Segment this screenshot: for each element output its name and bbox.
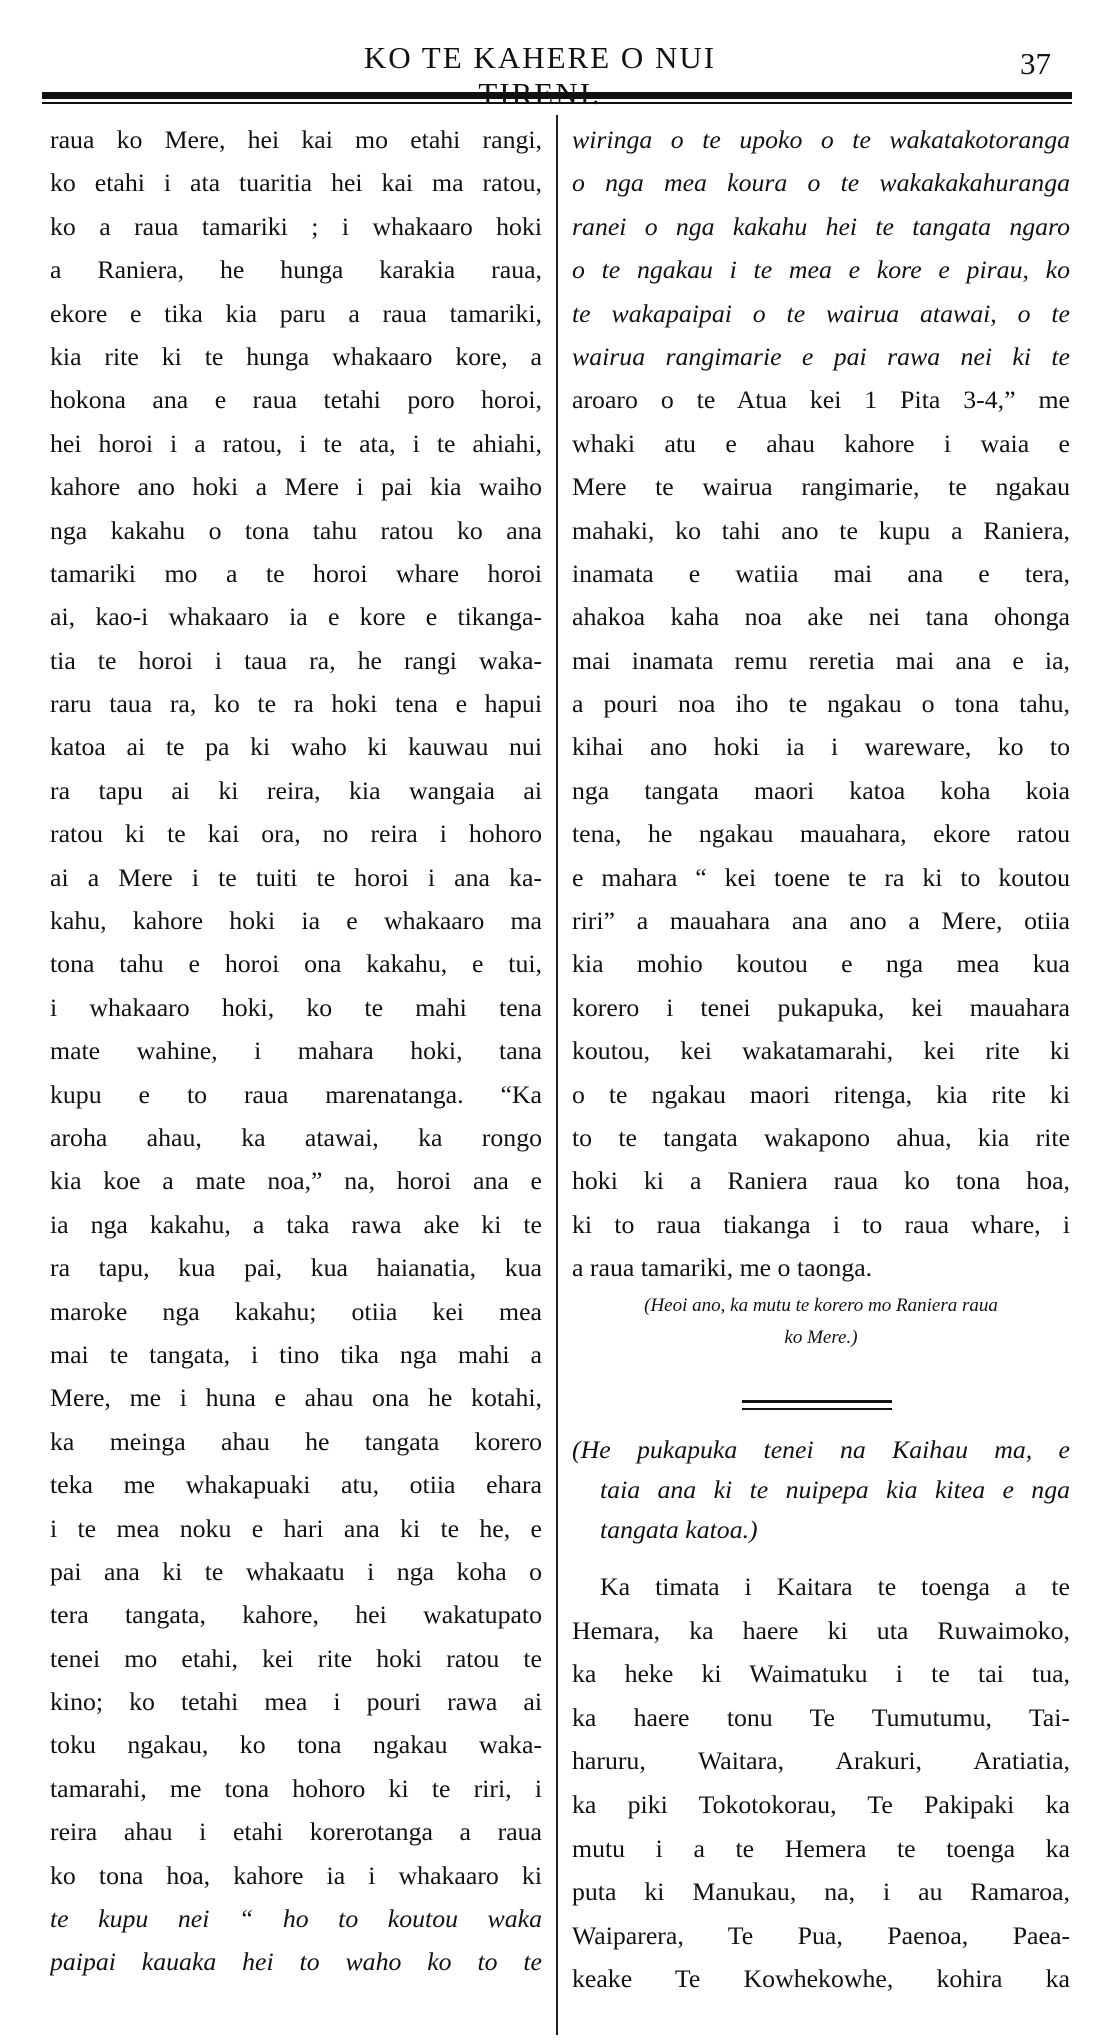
text-line: tamariki mo a te horoi whare horoi (50, 558, 542, 588)
text-line: ahakoa kaha noa ake nei tana ohonga (572, 602, 1070, 632)
text-line: hoki ki a Raniera raua ko tona hoa, (572, 1166, 1070, 1196)
text-line: Waiparera, Te Pua, Paenoa, Paea- (572, 1920, 1070, 1950)
text-line: ia nga kakahu, a taka rawa ake ki te (50, 1209, 542, 1239)
text-line: te kupu nei “ ho to koutou waka (50, 1904, 542, 1934)
text-line: kihai ano hoki ia i wareware, ko to (572, 732, 1070, 762)
preface-line: (He pukapuka tenei na Kaihau ma, e (572, 1435, 1070, 1464)
text-line: aroaro o te Atua kei 1 Pita 3-4,” me (572, 385, 1070, 415)
text-line: ko a raua tamariki ; i whakaaro hoki (50, 211, 542, 241)
text-line: katoa ai te pa ki waho ki kauwau nui (50, 732, 542, 762)
text-line: ka haere tonu Te Tumutumu, Tai- (572, 1702, 1070, 1732)
text-line: puta ki Manukau, na, i au Ramaroa, (572, 1877, 1070, 1907)
text-line: Hemara, ka haere ki uta Ruwaimoko, (572, 1615, 1070, 1645)
text-line: kia koe a mate noa,” na, horoi ana e (50, 1166, 542, 1196)
editor-note (572, 1290, 1070, 1354)
text-line: ki to raua tiakanga i to raua whare, i (572, 1209, 1070, 1239)
page-number: 37 (1020, 46, 1051, 81)
text-line: e mahara “ kei toene te ra ki to koutou (572, 862, 1070, 892)
text-line: ko tona hoa, kahore ia i whakaaro ki (50, 1860, 542, 1890)
text-line: mate wahine, i mahara hoki, tana (50, 1036, 542, 1066)
text-line: Mere, me i huna e ahau ona he kotahi, (50, 1383, 542, 1413)
text-line: a raua tamariki, me o taonga. (572, 1253, 873, 1283)
text-line: kia mohio koutou e nga mea kua (572, 949, 1070, 979)
text-line: ra tapu, kua pai, kua haianatia, kua (50, 1253, 542, 1283)
text-line: nga tangata maori katoa koha koia (572, 775, 1070, 805)
text-line: kahu, kahore hoki ia e whakaaro ma (50, 906, 542, 936)
text-line: keake Te Kowhekowhe, kohira ka (572, 1964, 1070, 1994)
text-line: mai te tangata, i tino tika nga mahi a (50, 1339, 542, 1369)
column-divider (556, 115, 558, 2035)
text-line: paipai kauaka hei to waho ko to te (50, 1947, 542, 1977)
text-line: ratou ki te kai ora, no reira i hohoro (50, 819, 542, 849)
text-line: Ka timata i Kaitara te toenga a te (600, 1572, 1070, 1601)
text-line: tenei mo etahi, kei rite hoki ratou te (50, 1643, 542, 1673)
text-line: ka meinga ahau he tangata korero (50, 1426, 542, 1456)
text-line: tera tangata, kahore, hei wakatupato (50, 1600, 542, 1630)
text-line: ekore e tika kia paru a raua tamariki, (50, 298, 542, 328)
text-line: ka piki Tokotokorau, Te Pakipaki ka (572, 1789, 1070, 1819)
text-line: whaki atu e ahau kahore i waia e (572, 428, 1070, 458)
text-line: i whakaaro hoki, ko te mahi tena (50, 992, 542, 1022)
running-title: KO TE KAHERE O NUI (363, 40, 717, 75)
text-line: tia te horoi i taua ra, he rangi waka- (50, 645, 542, 675)
text-line: kino; ko tetahi mea i pouri rawa ai (50, 1687, 542, 1717)
text-line: koutou, kei wakatamarahi, kei rite ki (572, 1036, 1070, 1066)
left-column (50, 118, 542, 1984)
text-line: ra tapu ai ki reira, kia wangaia ai (50, 775, 542, 805)
text-line: riri” a mauahara ana ano a Mere, otiia (572, 906, 1070, 936)
text-line: inamata e watiia mai ana e tera, (572, 558, 1070, 588)
right-column (572, 118, 1070, 1290)
text-line: ko etahi i ata tuaritia hei kai ma ratou, (50, 168, 542, 198)
text-line: tona tahu e horoi ona kakahu, e tui, (50, 949, 542, 979)
text-line: pai ana ki te whakaatu i nga koha o (50, 1556, 542, 1586)
text-line: to te tangata wakapono ahua, kia rite (572, 1122, 1070, 1152)
header-rule-thick (42, 92, 1072, 99)
text-line: nga kakahu o tona tahu ratou ko ana (50, 515, 542, 545)
section-separator (742, 1400, 892, 1403)
text-line: tamarahi, me tona hohoro ki te riri, i (50, 1773, 542, 1803)
text-line: tena, he ngakau mauahara, ekore ratou (572, 819, 1070, 849)
text-line: mahaki, ko tahi ano te kupu a Raniera, (572, 515, 1070, 545)
text-line: kia rite ki te hunga whakaaro kore, a (50, 341, 542, 371)
text-line: o te ngakau i te mea e kore e pirau, ko (572, 255, 1070, 285)
text-line: Mere te wairua rangimarie, te ngakau (572, 472, 1070, 502)
text-line: i te mea noku e hari ana ki te he, e (50, 1513, 542, 1543)
text-line: hokona ana e raua tetahi poro horoi, (50, 385, 542, 415)
text-line: aroha ahau, ka atawai, ka rongo (50, 1122, 542, 1152)
preface-line: taia ana ki te nuipepa kia kitea e nga (600, 1475, 1070, 1504)
section-separator (742, 1408, 892, 1410)
text-line: teka me whakapuaki atu, otiia ehara (50, 1470, 542, 1500)
text-line: raua ko Mere, hei kai mo etahi rangi, (50, 125, 542, 154)
text-line: korero i tenei pukapuka, kei mauahara (572, 992, 1070, 1022)
text-line: ka heke ki Waimatuku i te tai tua, (572, 1659, 1070, 1689)
header-rule-thin (42, 102, 1072, 104)
text-line: a pouri noa iho te ngakau o tona tahu, (572, 689, 1070, 719)
text-line: raru taua ra, ko te ra hoki tena e hapui (50, 689, 542, 719)
text-line: maroke nga kakahu; otiia kei mea (50, 1296, 542, 1326)
text-line: kahore ano hoki a Mere i pai kia waiho (50, 472, 542, 502)
text-line: haruru, Waitara, Arakuri, Aratiatia, (572, 1746, 1070, 1776)
page-header (0, 0, 1114, 100)
text-line: o te ngakau maori ritenga, kia rite ki (572, 1079, 1070, 1109)
text-line: wairua rangimarie e pai rawa nei ki te (572, 341, 1070, 371)
text-line: a Raniera, he hunga karakia raua, (50, 255, 542, 285)
text-line: hei horoi i a ratou, i te ata, i te ahiahi, (50, 428, 542, 458)
text-line: toku ngakau, ko tona ngakau waka- (50, 1730, 542, 1760)
text-line: o nga mea koura o te wakakakahuranga (572, 168, 1070, 198)
text-line: ranei o nga kakahu hei te tangata ngaro (572, 211, 1070, 241)
text-line: mai inamata remu reretia mai ana e ia, (572, 645, 1070, 675)
preface-note (572, 1430, 1070, 1550)
editor-note-line: ko Mere.) (784, 1327, 858, 1348)
preface-line: tangata katoa.) (600, 1515, 758, 1544)
text-line: wiringa o te upoko o te wakatakotoranga (572, 125, 1070, 154)
text-line: ai, kao-i whakaaro ia e kore e tikanga- (50, 602, 542, 632)
text-line: te wakapaipai o te wairua atawai, o te (572, 298, 1070, 328)
text-line: reira ahau i etahi korerotanga a raua (50, 1817, 542, 1847)
text-line: ai a Mere i te tuiti te horoi i ana ka- (50, 862, 542, 892)
text-line: kupu e to raua marenatanga. “Ka (50, 1079, 542, 1109)
editor-note-line: (Heoi ano, ka mutu te korero mo Raniera raua (644, 1295, 998, 1316)
text-line: mutu i a te Hemera te toenga ka (572, 1833, 1070, 1863)
story-paragraph (572, 1565, 1070, 2001)
